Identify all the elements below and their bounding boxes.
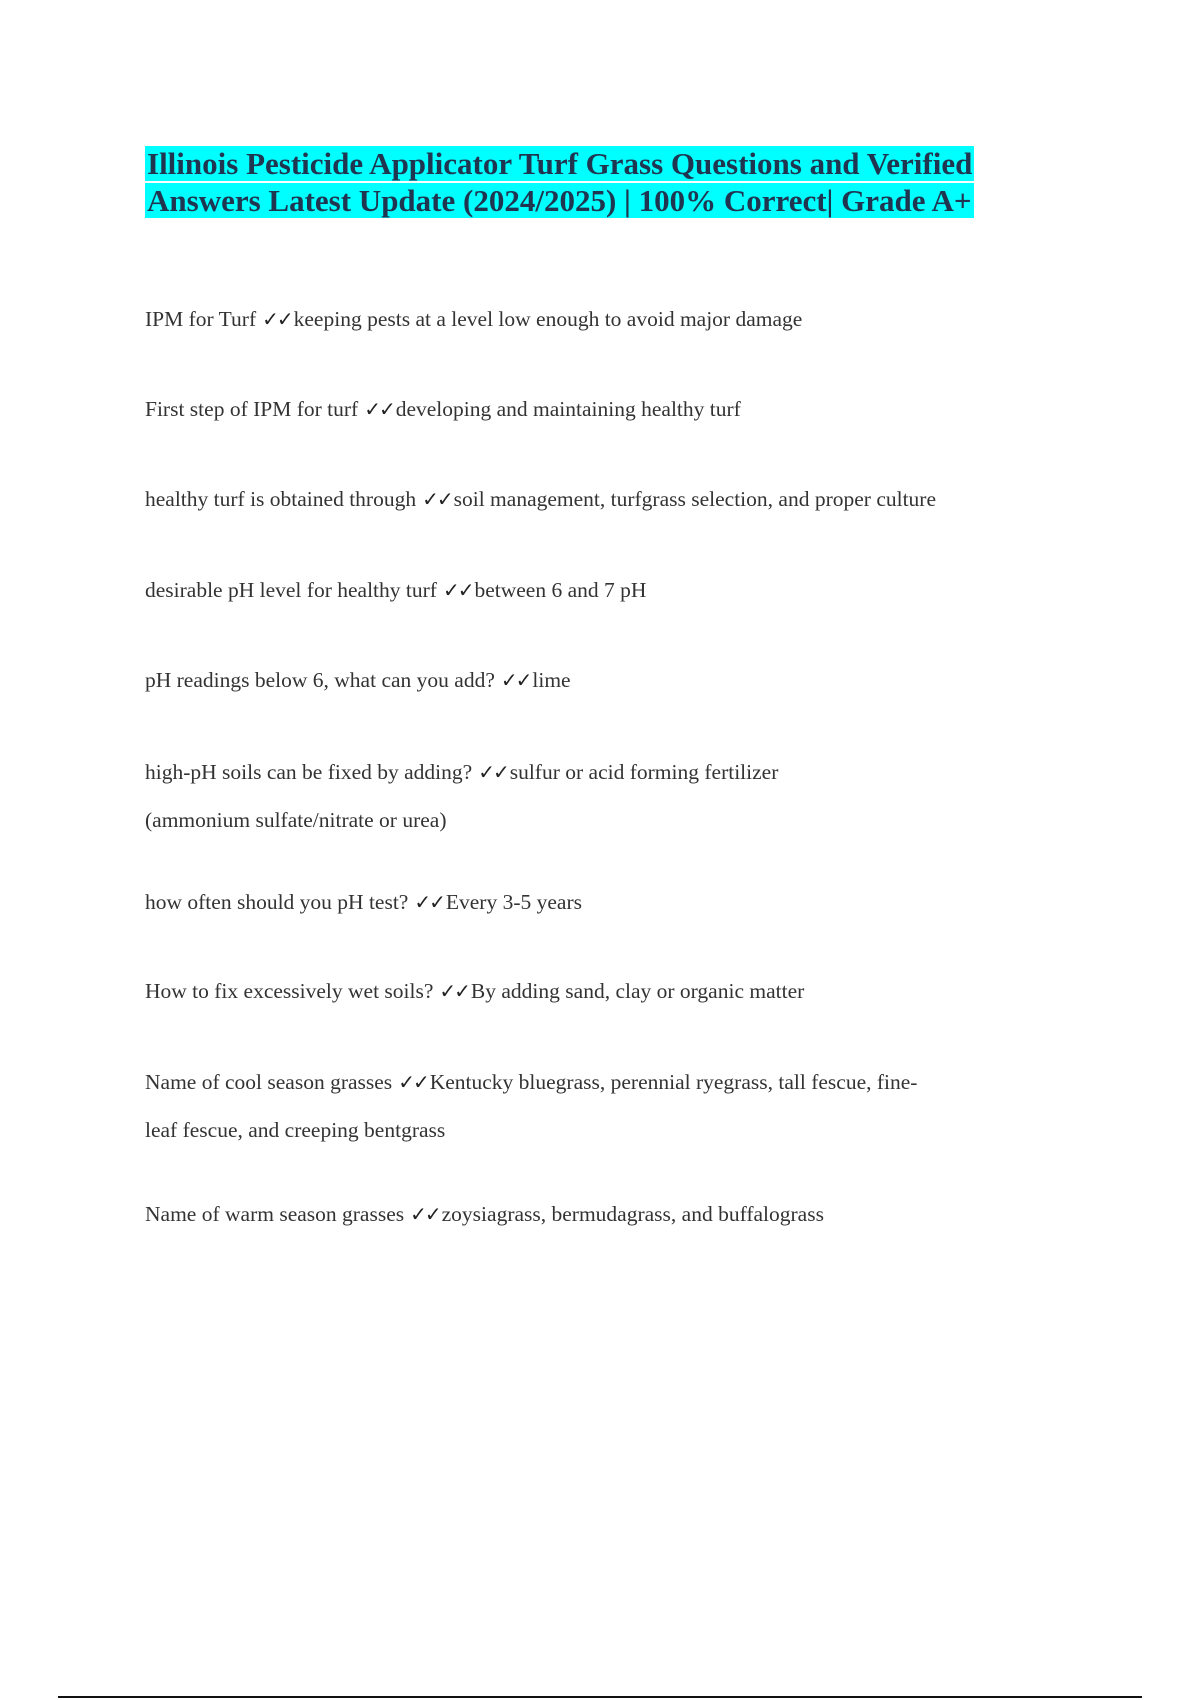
question-text: desirable pH level for healthy turf	[145, 578, 437, 602]
qa-item-first-step	[145, 385, 1065, 433]
document-title	[145, 145, 1025, 219]
answer-text: Kentucky bluegrass, perennial ryegrass, tall fescue, fine-	[429, 1070, 918, 1094]
double-check-icon: ✓✓	[410, 1202, 440, 1226]
title-line-1: Illinois Pesticide Applicator Turf Grass Questions and Verified	[147, 146, 973, 181]
qa-item-warm-season-grasses	[145, 1190, 1065, 1238]
double-check-icon: ✓✓	[414, 890, 444, 914]
qa-item-high-ph	[145, 748, 1065, 844]
qa-item-wet-soils	[145, 967, 1065, 1015]
question-text: how often should you pH test?	[145, 890, 409, 914]
double-check-icon: ✓✓	[398, 1070, 428, 1094]
question-text: healthy turf is obtained through	[145, 487, 417, 511]
qa-item-ipm-for-turf	[145, 295, 1065, 343]
double-check-icon: ✓✓	[262, 307, 292, 331]
answer-text-continued: (ammonium sulfate/nitrate or urea)	[145, 808, 447, 832]
question-text: high-pH soils can be fixed by adding?	[145, 760, 473, 784]
answer-text: developing and maintaining healthy turf	[395, 397, 741, 421]
question-text: Name of cool season grasses	[145, 1070, 393, 1094]
answer-text: lime	[532, 668, 571, 692]
qa-item-low-ph	[145, 656, 1065, 704]
answer-text-continued: leaf fescue, and creeping bentgrass	[145, 1118, 446, 1142]
answer-text: sulfur or acid forming fertilizer	[509, 760, 779, 784]
question-text: Name of warm season grasses	[145, 1202, 405, 1226]
double-check-icon: ✓✓	[364, 397, 394, 421]
question-text: How to fix excessively wet soils?	[145, 979, 434, 1003]
answer-text: soil management, turfgrass selection, and proper culture	[453, 487, 937, 511]
question-text: IPM for Turf	[145, 307, 257, 331]
double-check-icon: ✓✓	[478, 760, 508, 784]
answer-text: Every 3-5 years	[445, 890, 582, 914]
bottom-divider	[58, 1696, 1142, 1698]
question-text: First step of IPM for turf	[145, 397, 359, 421]
double-check-icon: ✓✓	[422, 487, 452, 511]
double-check-icon: ✓✓	[500, 668, 531, 692]
double-check-icon: ✓✓	[442, 578, 473, 602]
answer-text: zoysiagrass, bermudagrass, and buffalograss	[441, 1202, 824, 1226]
qa-item-cool-season-grasses	[145, 1058, 1065, 1154]
qa-item-desirable-ph	[145, 566, 1065, 614]
qa-item-healthy-turf	[145, 475, 1065, 523]
double-check-icon: ✓✓	[439, 979, 469, 1003]
answer-text: between 6 and 7 pH	[474, 578, 647, 602]
answer-text: keeping pests at a level low enough to avoid major damage	[293, 307, 803, 331]
qa-item-ph-test-frequency	[145, 878, 1065, 926]
answer-text: By adding sand, clay or organic matter	[470, 979, 805, 1003]
title-line-2: Answers Latest Update (2024/2025) | 100% Correct| Grade A+	[147, 183, 972, 218]
question-text: pH readings below 6, what can you add?	[145, 668, 495, 692]
